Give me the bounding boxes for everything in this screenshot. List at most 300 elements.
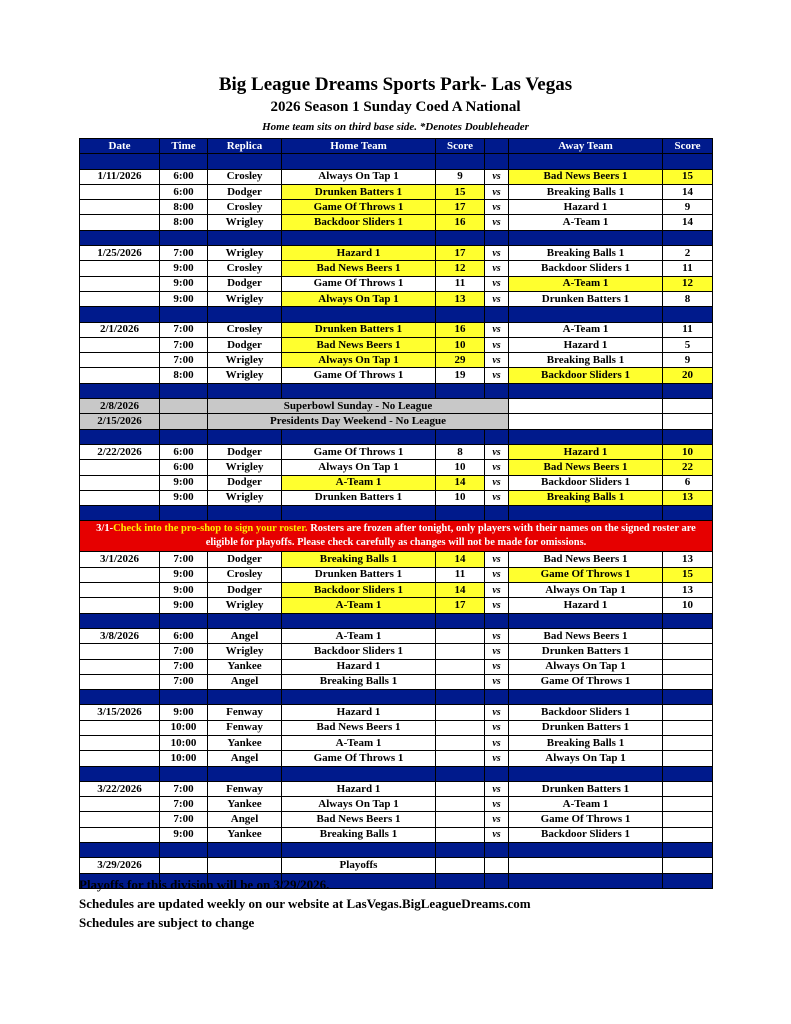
vs-label: vs [485, 337, 509, 352]
game-row [80, 276, 713, 291]
vs-label: vs [485, 475, 509, 490]
away-team: Bad News Beers 1 [509, 552, 663, 567]
game-field: Fenway [208, 705, 282, 720]
col-vs [485, 139, 509, 154]
separator-cell [485, 307, 509, 322]
separator-cell [436, 766, 485, 781]
home-team: Drunken Batters 1 [282, 322, 436, 337]
playoffs-row [80, 858, 713, 873]
away-score: 6 [663, 475, 713, 490]
game-row [80, 475, 713, 490]
away-score: 14 [663, 215, 713, 230]
game-field: Angel [208, 812, 282, 827]
week-separator [80, 613, 713, 628]
home-team: Drunken Batters 1 [282, 490, 436, 505]
separator-cell [509, 429, 663, 444]
game-time: 7:00 [160, 781, 208, 796]
off-day-away [509, 414, 663, 429]
page-title: Big League Dreams Sports Park- Las Vegas [218, 74, 573, 95]
separator-cell [80, 613, 160, 628]
separator-cell [282, 429, 436, 444]
game-date: 2/1/2026 [80, 322, 160, 337]
game-date [80, 797, 160, 812]
home-team: A-Team 1 [282, 628, 436, 643]
playoffs-field [208, 858, 282, 873]
home-score [436, 674, 485, 689]
game-date [80, 751, 160, 766]
schedule-body [80, 154, 713, 889]
away-score [663, 705, 713, 720]
week-separator [80, 766, 713, 781]
playoffs-date: 3/29/2026 [80, 858, 160, 873]
home-team: Bad News Beers 1 [282, 261, 436, 276]
away-score: 13 [663, 583, 713, 598]
game-time: 7:00 [160, 797, 208, 812]
game-date [80, 215, 160, 230]
home-score: 10 [436, 490, 485, 505]
game-time: 7:00 [160, 246, 208, 261]
game-field: Dodger [208, 444, 282, 459]
col-replica: Replica [208, 139, 282, 154]
off-day-date: 2/15/2026 [80, 414, 160, 429]
separator-cell [485, 843, 509, 858]
game-time: 7:00 [160, 552, 208, 567]
game-field: Dodger [208, 337, 282, 352]
game-date [80, 276, 160, 291]
game-date: 3/1/2026 [80, 552, 160, 567]
game-row [80, 184, 713, 199]
away-score: 2 [663, 246, 713, 261]
home-team: Always On Tap 1 [282, 353, 436, 368]
away-team: Backdoor Sliders 1 [509, 705, 663, 720]
separator-cell [80, 429, 160, 444]
separator-cell [663, 429, 713, 444]
separator-cell [663, 613, 713, 628]
game-row [80, 460, 713, 475]
game-time: 8:00 [160, 200, 208, 215]
game-time: 10:00 [160, 735, 208, 750]
week-separator [80, 230, 713, 245]
game-row [80, 261, 713, 276]
game-field: Dodger [208, 475, 282, 490]
separator-cell [80, 383, 160, 398]
game-row [80, 751, 713, 766]
home-team: Always On Tap 1 [282, 797, 436, 812]
separator-cell [208, 154, 282, 169]
away-team: Always On Tap 1 [509, 583, 663, 598]
roster-notice [80, 521, 713, 552]
home-team: Game Of Throws 1 [282, 200, 436, 215]
home-team: A-Team 1 [282, 598, 436, 613]
separator-cell [436, 230, 485, 245]
game-row [80, 169, 713, 184]
game-date [80, 460, 160, 475]
off-day-text: Presidents Day Weekend - No League [208, 414, 509, 429]
separator-cell [80, 506, 160, 521]
separator-cell [80, 307, 160, 322]
col-away-team: Away Team [509, 139, 663, 154]
separator-cell [436, 690, 485, 705]
away-score: 15 [663, 169, 713, 184]
col-home-score: Score [436, 139, 485, 154]
game-row [80, 659, 713, 674]
game-date [80, 291, 160, 306]
separator-cell [436, 383, 485, 398]
week-separator [80, 154, 713, 169]
separator-cell [663, 230, 713, 245]
game-field: Yankee [208, 827, 282, 842]
vs-label: vs [485, 827, 509, 842]
game-date: 2/22/2026 [80, 444, 160, 459]
separator-cell [436, 307, 485, 322]
game-row [80, 200, 713, 215]
away-score [663, 797, 713, 812]
away-team: Backdoor Sliders 1 [509, 261, 663, 276]
game-time: 7:00 [160, 812, 208, 827]
separator-cell [436, 873, 485, 888]
vs-label: vs [485, 460, 509, 475]
game-field: Dodger [208, 184, 282, 199]
game-date [80, 184, 160, 199]
home-team: Hazard 1 [282, 659, 436, 674]
home-score: 16 [436, 215, 485, 230]
vs-label: vs [485, 797, 509, 812]
game-time: 9:00 [160, 475, 208, 490]
game-row [80, 674, 713, 689]
vs-label: vs [485, 583, 509, 598]
away-team: Backdoor Sliders 1 [509, 475, 663, 490]
game-row [80, 628, 713, 643]
separator-cell [208, 429, 282, 444]
game-row [80, 353, 713, 368]
week-separator [80, 506, 713, 521]
separator-cell [663, 690, 713, 705]
game-row [80, 781, 713, 796]
game-date [80, 720, 160, 735]
home-score [436, 705, 485, 720]
separator-cell [663, 843, 713, 858]
home-score: 11 [436, 567, 485, 582]
away-score: 10 [663, 598, 713, 613]
away-score: 15 [663, 567, 713, 582]
off-day-time [160, 414, 208, 429]
header-row [80, 139, 713, 154]
game-field: Dodger [208, 276, 282, 291]
game-field: Fenway [208, 781, 282, 796]
off-day-score [663, 399, 713, 414]
vs-label: vs [485, 812, 509, 827]
away-team: Backdoor Sliders 1 [509, 368, 663, 383]
away-score [663, 781, 713, 796]
away-team: Breaking Balls 1 [509, 353, 663, 368]
away-team: Hazard 1 [509, 337, 663, 352]
home-score: 29 [436, 353, 485, 368]
game-field: Angel [208, 751, 282, 766]
game-date: 1/25/2026 [80, 246, 160, 261]
game-time: 7:00 [160, 337, 208, 352]
vs-label: vs [485, 276, 509, 291]
vs-label: vs [485, 644, 509, 659]
vs-label: vs [485, 246, 509, 261]
home-score: 14 [436, 475, 485, 490]
separator-cell [80, 690, 160, 705]
away-score: 12 [663, 276, 713, 291]
game-field: Wrigley [208, 368, 282, 383]
col-away-score: Score [663, 139, 713, 154]
game-field: Crosley [208, 322, 282, 337]
game-date [80, 735, 160, 750]
separator-cell [663, 154, 713, 169]
game-field: Wrigley [208, 215, 282, 230]
game-time: 10:00 [160, 751, 208, 766]
vs-label: vs [485, 291, 509, 306]
vs-label: vs [485, 490, 509, 505]
vs-label: vs [485, 322, 509, 337]
game-row [80, 368, 713, 383]
separator-cell [509, 383, 663, 398]
home-team: Bad News Beers 1 [282, 720, 436, 735]
game-row [80, 490, 713, 505]
away-team: A-Team 1 [509, 322, 663, 337]
game-row [80, 644, 713, 659]
away-score [663, 674, 713, 689]
away-score: 13 [663, 552, 713, 567]
separator-cell [485, 429, 509, 444]
game-row [80, 337, 713, 352]
col-home-team: Home Team [282, 139, 436, 154]
away-score: 22 [663, 460, 713, 475]
vs-label: vs [485, 705, 509, 720]
separator-cell [509, 613, 663, 628]
separator-cell [509, 873, 663, 888]
home-score: 16 [436, 322, 485, 337]
home-score: 13 [436, 291, 485, 306]
game-date [80, 812, 160, 827]
away-score: 9 [663, 200, 713, 215]
playoffs-time [160, 858, 208, 873]
game-date [80, 475, 160, 490]
away-team: Bad News Beers 1 [509, 628, 663, 643]
away-team: A-Team 1 [509, 276, 663, 291]
away-team: Game Of Throws 1 [509, 674, 663, 689]
vs-label: vs [485, 628, 509, 643]
game-date [80, 827, 160, 842]
separator-cell [663, 307, 713, 322]
separator-cell [282, 506, 436, 521]
separator-cell [485, 613, 509, 628]
game-time: 8:00 [160, 215, 208, 230]
game-time: 6:00 [160, 460, 208, 475]
game-row [80, 567, 713, 582]
separator-cell [282, 613, 436, 628]
vs-label: vs [485, 368, 509, 383]
game-time: 9:00 [160, 705, 208, 720]
home-score: 17 [436, 200, 485, 215]
game-time: 7:00 [160, 674, 208, 689]
away-team: Always On Tap 1 [509, 659, 663, 674]
game-date [80, 583, 160, 598]
vs-label: vs [485, 200, 509, 215]
page-subtitle: 2026 Season 1 Sunday Coed A National [270, 99, 521, 115]
separator-cell [282, 843, 436, 858]
separator-cell [80, 154, 160, 169]
footer-website-note: Schedules are updated weekly on our website at LasVegas.BigLeagueDreams.com [79, 896, 531, 911]
home-team: Breaking Balls 1 [282, 552, 436, 567]
footer-playoffs-note: Playoffs for this division will be on 3/29/2026. [79, 877, 330, 892]
away-team: A-Team 1 [509, 797, 663, 812]
home-team: Backdoor Sliders 1 [282, 583, 436, 598]
game-date [80, 644, 160, 659]
separator-cell [208, 383, 282, 398]
home-team: Game Of Throws 1 [282, 751, 436, 766]
playoffs-label: Playoffs [282, 858, 436, 873]
game-field: Wrigley [208, 246, 282, 261]
game-field: Crosley [208, 261, 282, 276]
game-time: 9:00 [160, 567, 208, 582]
separator-cell [282, 230, 436, 245]
away-team: Bad News Beers 1 [509, 460, 663, 475]
home-score [436, 735, 485, 750]
playoffs-hs [436, 858, 485, 873]
away-team: Drunken Batters 1 [509, 781, 663, 796]
separator-cell [282, 690, 436, 705]
game-field: Crosley [208, 169, 282, 184]
home-score [436, 659, 485, 674]
game-row [80, 583, 713, 598]
separator-cell [663, 506, 713, 521]
game-field: Fenway [208, 720, 282, 735]
away-team: Breaking Balls 1 [509, 184, 663, 199]
separator-cell [208, 690, 282, 705]
away-team: Bad News Beers 1 [509, 169, 663, 184]
off-day-date: 2/8/2026 [80, 399, 160, 414]
game-field: Yankee [208, 797, 282, 812]
home-score [436, 751, 485, 766]
away-team: Hazard 1 [509, 444, 663, 459]
separator-cell [485, 690, 509, 705]
home-team: Hazard 1 [282, 781, 436, 796]
game-time: 7:00 [160, 322, 208, 337]
away-team: Game Of Throws 1 [509, 812, 663, 827]
separator-cell [160, 383, 208, 398]
game-date [80, 567, 160, 582]
game-date: 1/11/2026 [80, 169, 160, 184]
home-score [436, 720, 485, 735]
playoffs-away [509, 858, 663, 873]
week-separator [80, 383, 713, 398]
off-day-away [509, 399, 663, 414]
game-row [80, 827, 713, 842]
game-row [80, 797, 713, 812]
separator-cell [436, 154, 485, 169]
game-field: Wrigley [208, 353, 282, 368]
separator-cell [208, 843, 282, 858]
home-score [436, 781, 485, 796]
home-score [436, 628, 485, 643]
separator-cell [509, 230, 663, 245]
game-field: Angel [208, 674, 282, 689]
off-day-text: Superbowl Sunday - No League [208, 399, 509, 414]
home-score: 14 [436, 552, 485, 567]
away-score: 14 [663, 184, 713, 199]
game-field: Yankee [208, 659, 282, 674]
away-team: Hazard 1 [509, 200, 663, 215]
away-score: 9 [663, 353, 713, 368]
game-field: Angel [208, 628, 282, 643]
separator-cell [282, 307, 436, 322]
game-time: 7:00 [160, 644, 208, 659]
home-team: Hazard 1 [282, 246, 436, 261]
away-team: A-Team 1 [509, 215, 663, 230]
away-score [663, 644, 713, 659]
vs-label: vs [485, 444, 509, 459]
away-team: Drunken Batters 1 [509, 720, 663, 735]
home-score: 19 [436, 368, 485, 383]
vs-label: vs [485, 353, 509, 368]
game-time: 9:00 [160, 598, 208, 613]
away-score: 5 [663, 337, 713, 352]
game-field: Wrigley [208, 644, 282, 659]
away-team: Drunken Batters 1 [509, 291, 663, 306]
vs-label: vs [485, 567, 509, 582]
vs-label: vs [485, 261, 509, 276]
game-time: 9:00 [160, 827, 208, 842]
separator-cell [436, 506, 485, 521]
home-team: Always On Tap 1 [282, 460, 436, 475]
separator-cell [160, 429, 208, 444]
separator-cell [663, 873, 713, 888]
separator-cell [208, 613, 282, 628]
separator-cell [436, 429, 485, 444]
separator-cell [160, 307, 208, 322]
separator-cell [509, 506, 663, 521]
game-date [80, 674, 160, 689]
game-row [80, 444, 713, 459]
separator-cell [509, 154, 663, 169]
notice-prefix: 3/1- [96, 523, 114, 535]
game-time: 9:00 [160, 276, 208, 291]
game-field: Dodger [208, 583, 282, 598]
separator-cell [509, 843, 663, 858]
game-time: 9:00 [160, 583, 208, 598]
game-field: Wrigley [208, 291, 282, 306]
vs-label: vs [485, 215, 509, 230]
away-score [663, 720, 713, 735]
game-time: 7:00 [160, 659, 208, 674]
game-time: 6:00 [160, 444, 208, 459]
separator-cell [160, 766, 208, 781]
separator-cell [80, 843, 160, 858]
home-score: 14 [436, 583, 485, 598]
week-separator [80, 307, 713, 322]
game-date [80, 659, 160, 674]
away-score [663, 812, 713, 827]
separator-cell [80, 230, 160, 245]
home-team: A-Team 1 [282, 735, 436, 750]
separator-cell [282, 766, 436, 781]
game-row [80, 598, 713, 613]
separator-cell [208, 766, 282, 781]
away-score: 8 [663, 291, 713, 306]
separator-cell [663, 383, 713, 398]
separator-cell [436, 843, 485, 858]
vs-label: vs [485, 184, 509, 199]
away-team: Drunken Batters 1 [509, 644, 663, 659]
separator-cell [208, 506, 282, 521]
game-time: 8:00 [160, 368, 208, 383]
home-score: 17 [436, 246, 485, 261]
separator-cell [485, 383, 509, 398]
